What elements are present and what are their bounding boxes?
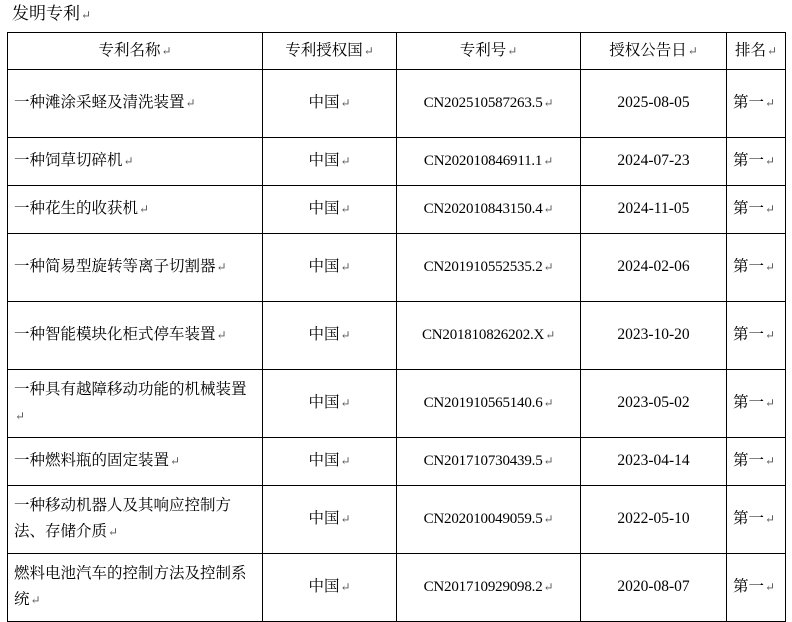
patent-country-cell-value: 中国 bbox=[308, 578, 340, 595]
patent-name-cell-text bbox=[14, 148, 256, 174]
pilcrow-mark: ↵ bbox=[765, 512, 776, 526]
pilcrow-mark: ↵ bbox=[766, 43, 778, 58]
pilcrow-mark: ↵ bbox=[139, 202, 150, 216]
pilcrow-mark: ↵ bbox=[185, 96, 196, 110]
patent-rank-cell-text bbox=[733, 90, 779, 116]
patent-name-cell bbox=[8, 302, 263, 370]
pilcrow-mark: ↵ bbox=[765, 328, 776, 342]
patent-name-cell-value: 一种燃料瓶的固定装置 bbox=[14, 452, 170, 469]
pilcrow-mark: ↵ bbox=[340, 328, 351, 342]
patent-date-cell-text: 2022-05-10 bbox=[617, 510, 690, 527]
patent-number-cell-value: CN201910565140.6 bbox=[423, 395, 543, 411]
patent-name-cell-value: 一种智能模块化柜式停车装置 bbox=[14, 326, 216, 343]
patent-date-cell bbox=[581, 370, 727, 438]
patent-rank-cell-value: 第一 bbox=[733, 510, 765, 527]
table-row bbox=[8, 554, 786, 622]
patent-rank-cell-text bbox=[733, 506, 779, 532]
pilcrow-mark: ↵ bbox=[340, 260, 351, 274]
pilcrow-mark: ↵ bbox=[340, 96, 351, 110]
patent-number-cell-text bbox=[403, 390, 574, 416]
patent-number-cell bbox=[397, 486, 581, 554]
patent-country-cell-value: 中国 bbox=[308, 394, 340, 411]
table-row bbox=[8, 486, 786, 554]
column-header-country bbox=[263, 33, 397, 70]
pilcrow-mark: ↵ bbox=[340, 396, 351, 410]
patent-date-cell-text: 2023-10-20 bbox=[617, 326, 690, 343]
patent-name-cell-value: 一种饲草切碎机 bbox=[14, 152, 123, 169]
pilcrow-mark: ↵ bbox=[216, 328, 227, 342]
patent-name-cell bbox=[8, 438, 263, 486]
patent-date-cell bbox=[581, 302, 727, 370]
column-header-name bbox=[8, 33, 263, 70]
patent-date-cell bbox=[581, 186, 727, 234]
table-row bbox=[8, 370, 786, 438]
patent-number-cell-value: CN201710929098.2 bbox=[423, 579, 543, 595]
patent-country-cell-value: 中国 bbox=[308, 326, 340, 343]
table-header-row bbox=[8, 33, 786, 70]
patent-date-cell-text: 2024-02-06 bbox=[617, 258, 690, 275]
patent-number-cell bbox=[397, 302, 581, 370]
patent-name-cell-text bbox=[14, 493, 256, 545]
patent-country-cell-text bbox=[269, 254, 390, 280]
patent-rank-cell bbox=[727, 70, 786, 138]
patent-country-cell bbox=[263, 186, 397, 234]
patent-country-cell-text bbox=[269, 390, 390, 416]
patent-rank-cell-text bbox=[733, 574, 779, 600]
pilcrow-mark: ↵ bbox=[543, 96, 554, 110]
patent-number-cell-text bbox=[403, 196, 574, 222]
patent-country-cell bbox=[263, 554, 397, 622]
patent-date-cell bbox=[581, 438, 727, 486]
patent-rank-cell-value: 第一 bbox=[733, 394, 765, 411]
patent-number-cell-text bbox=[403, 574, 574, 600]
pilcrow-mark: ↵ bbox=[765, 96, 776, 110]
patent-number-cell bbox=[397, 370, 581, 438]
column-header-number bbox=[397, 33, 581, 70]
pilcrow-mark: ↵ bbox=[543, 396, 554, 410]
patent-rank-cell-text bbox=[733, 254, 779, 280]
patent-number-cell bbox=[397, 234, 581, 302]
patent-name-cell-value: 一种花生的收获机 bbox=[14, 200, 139, 217]
patent-rank-cell bbox=[727, 138, 786, 186]
patent-number-cell-value: CN201810826202.X bbox=[421, 327, 545, 343]
patent-name-cell-text bbox=[14, 196, 256, 222]
patent-date-cell-text: 2024-11-05 bbox=[617, 200, 690, 217]
patent-number-cell-value: CN202010843150.4 bbox=[423, 201, 543, 217]
patent-country-cell bbox=[263, 234, 397, 302]
pilcrow-mark: ↵ bbox=[765, 580, 776, 594]
patent-date-cell bbox=[581, 486, 727, 554]
patent-name-cell-text bbox=[14, 90, 256, 116]
patent-rank-cell-value: 第一 bbox=[733, 200, 765, 217]
patent-name-cell-text bbox=[14, 448, 256, 474]
patent-country-cell-text bbox=[269, 90, 390, 116]
patent-number-cell-text bbox=[403, 506, 574, 532]
pilcrow-mark: ↵ bbox=[340, 580, 351, 594]
patent-number-cell bbox=[397, 138, 581, 186]
patent-rank-cell-text bbox=[733, 322, 779, 348]
patent-name-cell bbox=[8, 186, 263, 234]
pilcrow-mark: ↵ bbox=[543, 202, 554, 216]
patent-number-cell-value: CN202510587263.5 bbox=[423, 95, 543, 111]
column-header-rank bbox=[727, 33, 786, 70]
patent-name-cell-text bbox=[14, 377, 256, 429]
pilcrow-mark: ↵ bbox=[170, 454, 181, 468]
pilcrow-mark: ↵ bbox=[340, 154, 351, 168]
patent-date-cell-text: 2023-05-02 bbox=[617, 394, 690, 411]
pilcrow-mark: ↵ bbox=[123, 154, 134, 168]
patent-rank-cell bbox=[727, 554, 786, 622]
patent-rank-cell bbox=[727, 186, 786, 234]
patent-name-cell bbox=[8, 234, 263, 302]
patent-rank-cell-value: 第一 bbox=[733, 578, 765, 595]
patent-table bbox=[7, 32, 786, 622]
pilcrow-mark: ↵ bbox=[543, 512, 554, 526]
pilcrow-mark: ↵ bbox=[81, 8, 92, 22]
column-header-rank-text: 排名 bbox=[734, 41, 766, 59]
patent-number-cell bbox=[397, 70, 581, 138]
patent-date-cell bbox=[581, 554, 727, 622]
patent-rank-cell-value: 第一 bbox=[733, 94, 765, 111]
patent-rank-cell bbox=[727, 438, 786, 486]
column-header-number-text: 专利号 bbox=[459, 41, 507, 59]
patent-date-cell bbox=[581, 70, 727, 138]
patent-name-cell-value: 一种具有越障移动功能的机械装置 bbox=[14, 381, 247, 398]
column-header-name-text: 专利名称 bbox=[98, 41, 161, 59]
patent-country-cell bbox=[263, 138, 397, 186]
patent-number-cell-text bbox=[403, 90, 574, 116]
patent-rank-cell-value: 第一 bbox=[733, 452, 765, 469]
pilcrow-mark: ↵ bbox=[543, 454, 554, 468]
patent-date-cell-text: 2023-04-14 bbox=[617, 452, 690, 469]
patent-number-cell-text bbox=[403, 148, 574, 174]
patent-number-cell-text bbox=[403, 448, 574, 474]
pilcrow-mark: ↵ bbox=[340, 454, 351, 468]
patent-date-cell bbox=[581, 138, 727, 186]
page-title-text: 发明专利 bbox=[12, 4, 80, 23]
patent-country-cell bbox=[263, 70, 397, 138]
patent-date-cell-text: 2024-07-23 bbox=[617, 152, 690, 169]
pilcrow-mark: ↵ bbox=[216, 260, 227, 274]
patent-country-cell-text bbox=[269, 506, 390, 532]
patent-date-cell-text: 2025-08-05 bbox=[617, 94, 690, 111]
pilcrow-mark: ↵ bbox=[543, 154, 554, 168]
patent-country-cell-text bbox=[269, 196, 390, 222]
patent-country-cell-value: 中国 bbox=[308, 200, 340, 217]
patent-rank-cell bbox=[727, 370, 786, 438]
table-row bbox=[8, 438, 786, 486]
patent-name-cell bbox=[8, 70, 263, 138]
pilcrow-mark: ↵ bbox=[340, 202, 351, 216]
patent-country-cell bbox=[263, 302, 397, 370]
patent-rank-cell-value: 第一 bbox=[733, 326, 765, 343]
patent-date-cell bbox=[581, 234, 727, 302]
patent-name-cell bbox=[8, 138, 263, 186]
table-row bbox=[8, 234, 786, 302]
patent-rank-cell-text bbox=[733, 448, 779, 474]
patent-number-cell-text bbox=[403, 322, 574, 348]
table-row bbox=[8, 138, 786, 186]
pilcrow-mark: ↵ bbox=[363, 43, 374, 58]
pilcrow-mark: ↵ bbox=[161, 43, 172, 58]
patent-rank-cell bbox=[727, 302, 786, 370]
pilcrow-mark: ↵ bbox=[765, 202, 776, 216]
patent-name-cell-value: 一种移动机器人及其响应控制方法、存储介质 bbox=[14, 497, 232, 540]
pilcrow-mark: ↵ bbox=[108, 525, 119, 539]
patent-country-cell-value: 中国 bbox=[308, 258, 340, 275]
patent-country-cell-text bbox=[269, 322, 390, 348]
table-body bbox=[8, 70, 786, 622]
column-header-country-text: 专利授权国 bbox=[285, 41, 363, 59]
patent-rank-cell-value: 第一 bbox=[733, 258, 765, 275]
pilcrow-mark: ↵ bbox=[340, 512, 351, 526]
pilcrow-mark: ↵ bbox=[543, 580, 554, 594]
pilcrow-mark: ↵ bbox=[765, 260, 776, 274]
patent-country-cell-text bbox=[269, 574, 390, 600]
patent-rank-cell-value: 第一 bbox=[733, 152, 765, 169]
patent-rank-cell-text bbox=[733, 148, 779, 174]
page-title bbox=[12, 3, 91, 26]
pilcrow-mark: ↵ bbox=[543, 260, 554, 274]
pilcrow-mark: ↵ bbox=[765, 396, 776, 410]
patent-number-cell-value: CN202010846911.1 bbox=[423, 153, 543, 169]
table-row bbox=[8, 186, 786, 234]
pilcrow-mark: ↵ bbox=[30, 593, 41, 607]
patent-name-cell-text bbox=[14, 254, 256, 280]
patent-country-cell bbox=[263, 486, 397, 554]
patent-rank-cell bbox=[727, 486, 786, 554]
patent-name-cell bbox=[8, 486, 263, 554]
patent-country-cell-text bbox=[269, 448, 390, 474]
patent-country-cell-value: 中国 bbox=[308, 510, 340, 527]
patent-name-cell-value: 一种简易型旋转等离子切割器 bbox=[14, 258, 216, 275]
pilcrow-mark: ↵ bbox=[545, 328, 556, 342]
patent-number-cell bbox=[397, 186, 581, 234]
pilcrow-mark: ↵ bbox=[765, 454, 776, 468]
patent-country-cell-value: 中国 bbox=[308, 152, 340, 169]
patent-number-cell-text bbox=[403, 254, 574, 280]
patent-name-cell-value: 燃料电池汽车的控制方法及控制系统 bbox=[14, 565, 247, 608]
table-row bbox=[8, 302, 786, 370]
patent-number-cell bbox=[397, 554, 581, 622]
patent-number-cell-value: CN201710730439.5 bbox=[423, 453, 543, 469]
patent-country-cell-text bbox=[269, 148, 390, 174]
patent-date-cell-text: 2020-08-07 bbox=[617, 578, 690, 595]
pilcrow-mark: ↵ bbox=[15, 409, 26, 423]
patent-number-cell-value: CN202010049059.5 bbox=[423, 511, 543, 527]
patent-rank-cell bbox=[727, 234, 786, 302]
patent-country-cell-value: 中国 bbox=[308, 94, 340, 111]
table-row bbox=[8, 70, 786, 138]
patent-rank-cell-text bbox=[733, 196, 779, 222]
pilcrow-mark: ↵ bbox=[507, 43, 518, 58]
column-header-date-text: 授权公告日 bbox=[609, 41, 687, 59]
patent-rank-cell-text bbox=[733, 390, 779, 416]
patent-number-cell bbox=[397, 438, 581, 486]
column-header-date bbox=[581, 33, 727, 70]
patent-name-cell bbox=[8, 554, 263, 622]
pilcrow-mark: ↵ bbox=[765, 154, 776, 168]
patent-name-cell-text bbox=[14, 322, 256, 348]
patent-country-cell bbox=[263, 370, 397, 438]
pilcrow-mark: ↵ bbox=[687, 43, 698, 58]
patent-country-cell-value: 中国 bbox=[308, 452, 340, 469]
patent-name-cell-text bbox=[14, 561, 256, 613]
patent-country-cell bbox=[263, 438, 397, 486]
patent-number-cell-value: CN201910552535.2 bbox=[423, 259, 543, 275]
patent-name-cell-value: 一种滩涂采蛏及清洗装置 bbox=[14, 94, 185, 111]
patent-name-cell bbox=[8, 370, 263, 438]
